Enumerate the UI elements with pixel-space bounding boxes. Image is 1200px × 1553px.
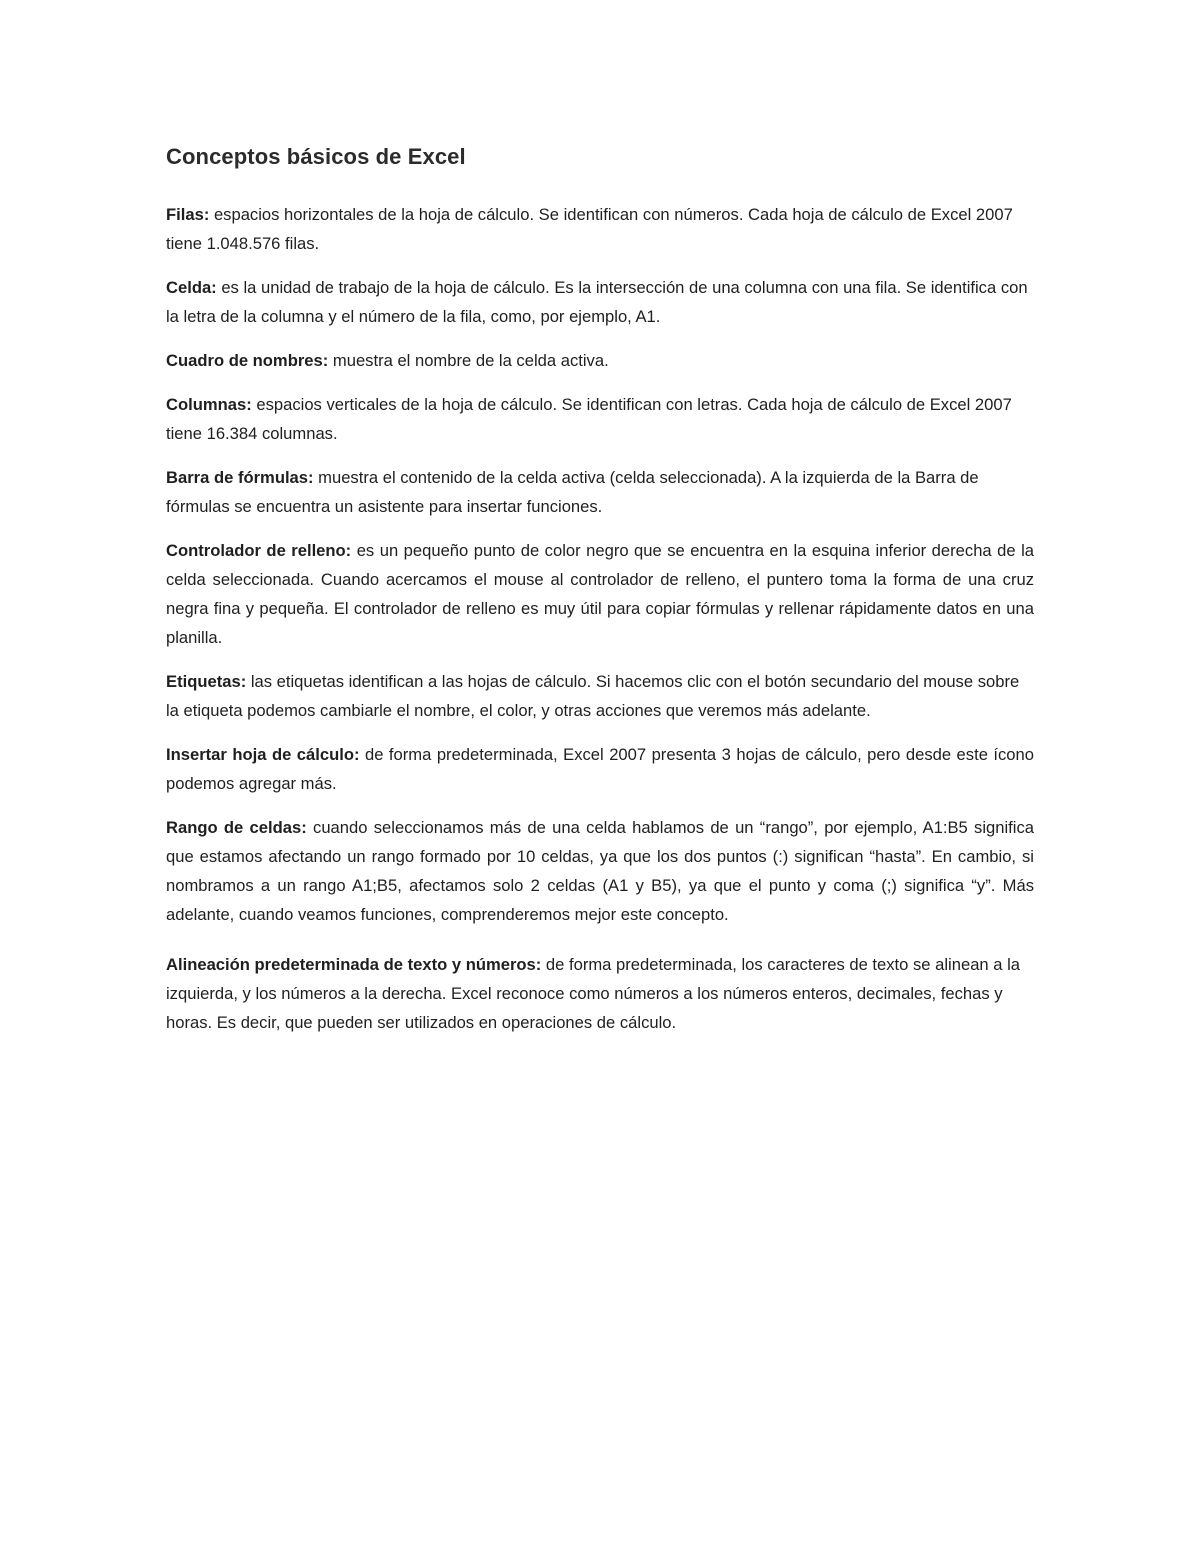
paragraph-controlador-de-relleno <box>166 536 1034 652</box>
term-label: Etiquetas: <box>166 672 247 691</box>
definition-text: cuando seleccionamos más de una celda hablamos de un “rango”, por ejemplo, A1:B5 significa que estamos afectando un rango formado por 10 celdas, ya que los dos puntos (:) significan “hasta”. En cambio, si nombramos a un rango A1;B5, afectamos solo 2 celdas (A1 y B5), ya que el punto y coma (;) significa “y”. Más adelante, cuando veamos funciones, comprenderemos mejor este concepto. <box>166 818 1034 924</box>
paragraph-rango-de-celdas <box>166 813 1034 929</box>
paragraph-cuadro-de-nombres <box>166 346 1034 375</box>
definition-text: es un pequeño punto de color negro que se encuentra en la esquina inferior derecha de la celda seleccionada. Cuando acercamos el mouse al controlador de relleno, el puntero toma la forma de una cruz negra fina y pequeña. El controlador de relleno es muy útil para copiar fórmulas y rellenar rápidamente datos en una planilla. <box>166 541 1034 647</box>
paragraph-filas <box>166 200 1034 258</box>
page-title: Conceptos básicos de Excel <box>166 144 466 169</box>
term-label: Rango de celdas: <box>166 818 307 837</box>
paragraph-etiquetas <box>166 667 1034 725</box>
definition-text: de forma predeterminada, Excel 2007 presenta 3 hojas de cálculo, pero desde este ícono podemos agregar más. <box>166 745 1034 793</box>
document-body <box>166 140 1034 1052</box>
definition-text: las etiquetas identifican a las hojas de cálculo. Si hacemos clic con el botón secundario del mouse sobre la etiqueta podemos cambiarle el nombre, el color, y otras acciones que veremos más adelante. <box>166 672 1020 720</box>
paragraph-insertar-hoja <box>166 740 1034 798</box>
definition-text: espacios horizontales de la hoja de cálculo. Se identifican con números. Cada hoja de cálculo de Excel 2007 tiene 1.048.576 filas. <box>166 205 1013 253</box>
definition-text: es la unidad de trabajo de la hoja de cálculo. Es la intersección de una columna con una fila. Se identifica con la letra de la columna y el número de la fila, como, por ejemplo, A1. <box>166 278 1028 326</box>
term-label: Columnas: <box>166 395 252 414</box>
term-label: Celda: <box>166 278 217 297</box>
paragraph-barra-de-formulas <box>166 463 1034 521</box>
term-label: Filas: <box>166 205 210 224</box>
term-label: Alineación predeterminada de texto y números: <box>166 955 542 974</box>
term-label: Cuadro de nombres: <box>166 351 329 370</box>
definition-text: espacios verticales de la hoja de cálculo. Se identifican con letras. Cada hoja de cálculo de Excel 2007 tiene 16.384 columnas. <box>166 395 1012 443</box>
term-label: Controlador de relleno: <box>166 541 352 560</box>
definition-text: de forma predeterminada, los caracteres de texto se alinean a la izquierda, y los números a la derecha. Excel reconoce como números a los números enteros, decimales, fechas y horas. Es decir, que pueden ser utilizados en operaciones de cálculo. <box>166 955 1021 1032</box>
definition-text: muestra el contenido de la celda activa (celda seleccionada). A la izquierda de la Barra de fórmulas se encuentra un asistente para insertar funciones. <box>166 468 979 516</box>
paragraph-columnas <box>166 390 1034 448</box>
definition-text: muestra el nombre de la celda activa. <box>328 351 609 370</box>
paragraph-alineacion-predeterminada <box>166 950 1034 1037</box>
term-label: Insertar hoja de cálculo: <box>166 745 360 764</box>
paragraph-celda <box>166 273 1034 331</box>
term-label: Barra de fórmulas: <box>166 468 314 487</box>
